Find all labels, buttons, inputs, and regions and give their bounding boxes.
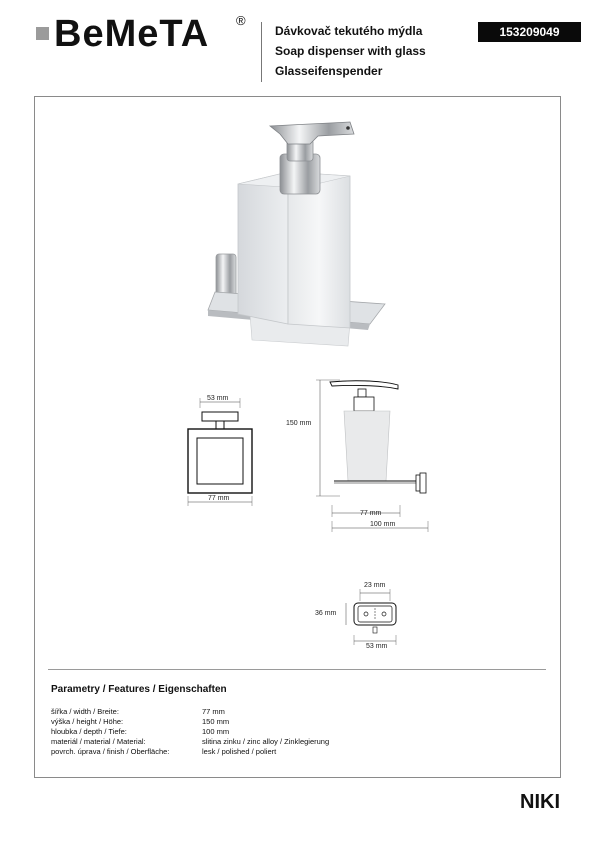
product-title-de: Glasseifenspender: [275, 64, 383, 78]
logo-mark: [36, 27, 49, 40]
header-divider: [261, 22, 262, 82]
front-view-drawing: [180, 388, 260, 508]
mount-side-dimension: 36 mm: [315, 610, 337, 617]
front-top-dimension: 53 mm: [207, 395, 229, 402]
parameter-value: 77 mm: [202, 707, 225, 716]
parameter-row: [51, 707, 411, 717]
parameter-row: [51, 737, 411, 747]
parameter-label: hloubka / depth / Tiefe:: [51, 727, 127, 736]
side-height-dimension: 150 mm: [286, 420, 312, 427]
product-title-cs: Dávkovač tekutého mýdla: [275, 24, 423, 38]
parameter-row: [51, 717, 411, 727]
section-divider: [48, 669, 546, 670]
series-name: NIKI: [520, 791, 560, 813]
product-photo: [200, 114, 400, 364]
parameter-label: povrch. úprava / finish / Oberfläche:: [51, 747, 170, 756]
parameter-row: [51, 747, 411, 757]
product-code-badge: 153209049: [478, 22, 581, 42]
parameter-value: 100 mm: [202, 727, 230, 736]
parameters-list: [51, 707, 411, 757]
side-inner-dimension: 77 mm: [360, 510, 382, 517]
registered-mark: ®: [236, 13, 246, 28]
parameters-title: Parametry / Features / Eigenschaften: [51, 684, 227, 695]
parameter-label: výška / height / Höhe:: [51, 717, 124, 726]
parameter-row: [51, 727, 411, 737]
parameter-value: slitina zinku / zinc alloy / Zinklegierung: [202, 737, 330, 746]
product-title-en: Soap dispenser with glass: [275, 44, 426, 58]
parameter-label: šířka / width / Breite:: [51, 707, 119, 716]
brand-logo: BeMeTA: [54, 13, 210, 55]
side-outer-dimension: 100 mm: [370, 521, 396, 528]
parameter-label: materiál / material / Material:: [51, 737, 146, 746]
mount-top-dimension: 23 mm: [364, 582, 386, 589]
parameter-value: 150 mm: [202, 717, 230, 726]
parameter-value: lesk / polished / poliert: [202, 747, 277, 756]
front-bottom-dimension: 77 mm: [208, 495, 230, 502]
mount-bottom-dimension: 53 mm: [366, 643, 388, 650]
